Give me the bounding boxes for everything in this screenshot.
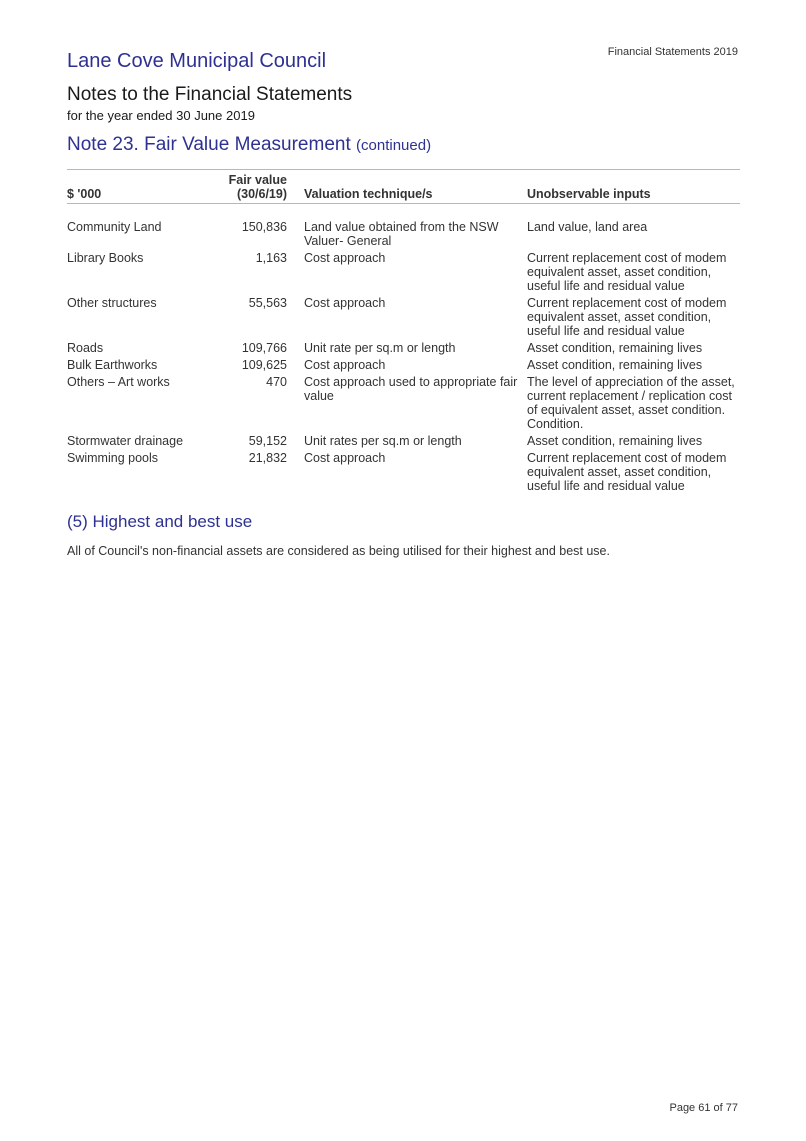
unobservable-inputs: Current replacement cost of modem equivalent asset, asset condition, useful life and residual value [527,451,727,493]
fair-value: 1,163 [255,251,287,265]
section-body-highest-best-use: All of Council's non-financial assets are considered as being utilised for their highest and best use. [67,544,610,558]
table-row [67,341,740,358]
table-row [67,434,740,451]
note-title: Note 23. Fair Value Measurement [67,134,351,155]
valuation-technique: Cost approach used to appropriate fair value [304,375,518,403]
fair-value-table [67,169,740,496]
valuation-technique: Cost approach [304,296,386,310]
table-row [67,296,740,341]
valuation-technique: Unit rate per sq.m or length [304,341,456,355]
unobservable-inputs: The level of appreciation of the asset, current replacement / replication cost of equivalent asset, asset condition. Condition. [527,375,735,431]
table-row [67,358,740,375]
fair-value: 109,625 [241,358,287,372]
asset-name: Roads [67,341,104,355]
fair-value: 470 [266,375,287,389]
header-fair-value-line1: Fair value [228,173,287,187]
note-heading [67,134,431,156]
table-row [67,251,740,296]
asset-name: Swimming pools [67,451,159,465]
fair-value: 55,563 [248,296,287,310]
header-fair-value-line2: (30/6/19) [236,187,287,201]
notes-subtitle: for the year ended 30 June 2019 [67,108,255,123]
valuation-technique: Cost approach [304,251,386,265]
valuation-technique: Cost approach [304,451,386,465]
asset-name: Library Books [67,251,144,265]
table-row [67,451,740,496]
asset-name: Stormwater drainage [67,434,184,448]
header-unit: $ '000 [67,170,217,204]
fair-value: 59,152 [248,434,287,448]
unobservable-inputs: Current replacement cost of modem equivalent asset, asset condition, useful life and residual value [527,251,727,293]
unobservable-inputs: Asset condition, remaining lives [527,358,703,372]
fair-value: 150,836 [241,220,287,234]
asset-name: Bulk Earthworks [67,358,158,372]
header-inputs: Unobservable inputs [527,170,740,204]
section-heading-highest-best-use: (5) Highest and best use [67,512,253,531]
table-row [67,375,740,434]
unobservable-inputs: Asset condition, remaining lives [527,434,703,448]
document-label: Financial Statements 2019 [607,46,738,58]
unobservable-inputs: Land value, land area [527,220,648,234]
fair-value-table-container [67,169,740,496]
unobservable-inputs: Asset condition, remaining lives [527,341,703,355]
asset-name: Community Land [67,220,162,234]
asset-name: Other structures [67,296,157,310]
valuation-technique: Cost approach [304,358,386,372]
notes-title: Notes to the Financial Statements [67,84,353,105]
table-row [67,204,740,252]
fair-value: 21,832 [248,451,287,465]
header-technique: Valuation technique/s [304,170,527,204]
valuation-technique: Land value obtained from the NSW Valuer- General [304,220,499,248]
note-continued: (continued) [356,137,432,154]
table-header-row [67,170,740,204]
unobservable-inputs: Current replacement cost of modem equivalent asset, asset condition, useful life and residual value [527,296,727,338]
asset-name: Others – Art works [67,375,170,389]
header-fair-value [217,170,304,204]
council-name: Lane Cove Municipal Council [67,50,327,72]
page-number: Page 61 of 77 [669,1102,738,1114]
valuation-technique: Unit rates per sq.m or length [304,434,462,448]
fair-value: 109,766 [241,341,287,355]
